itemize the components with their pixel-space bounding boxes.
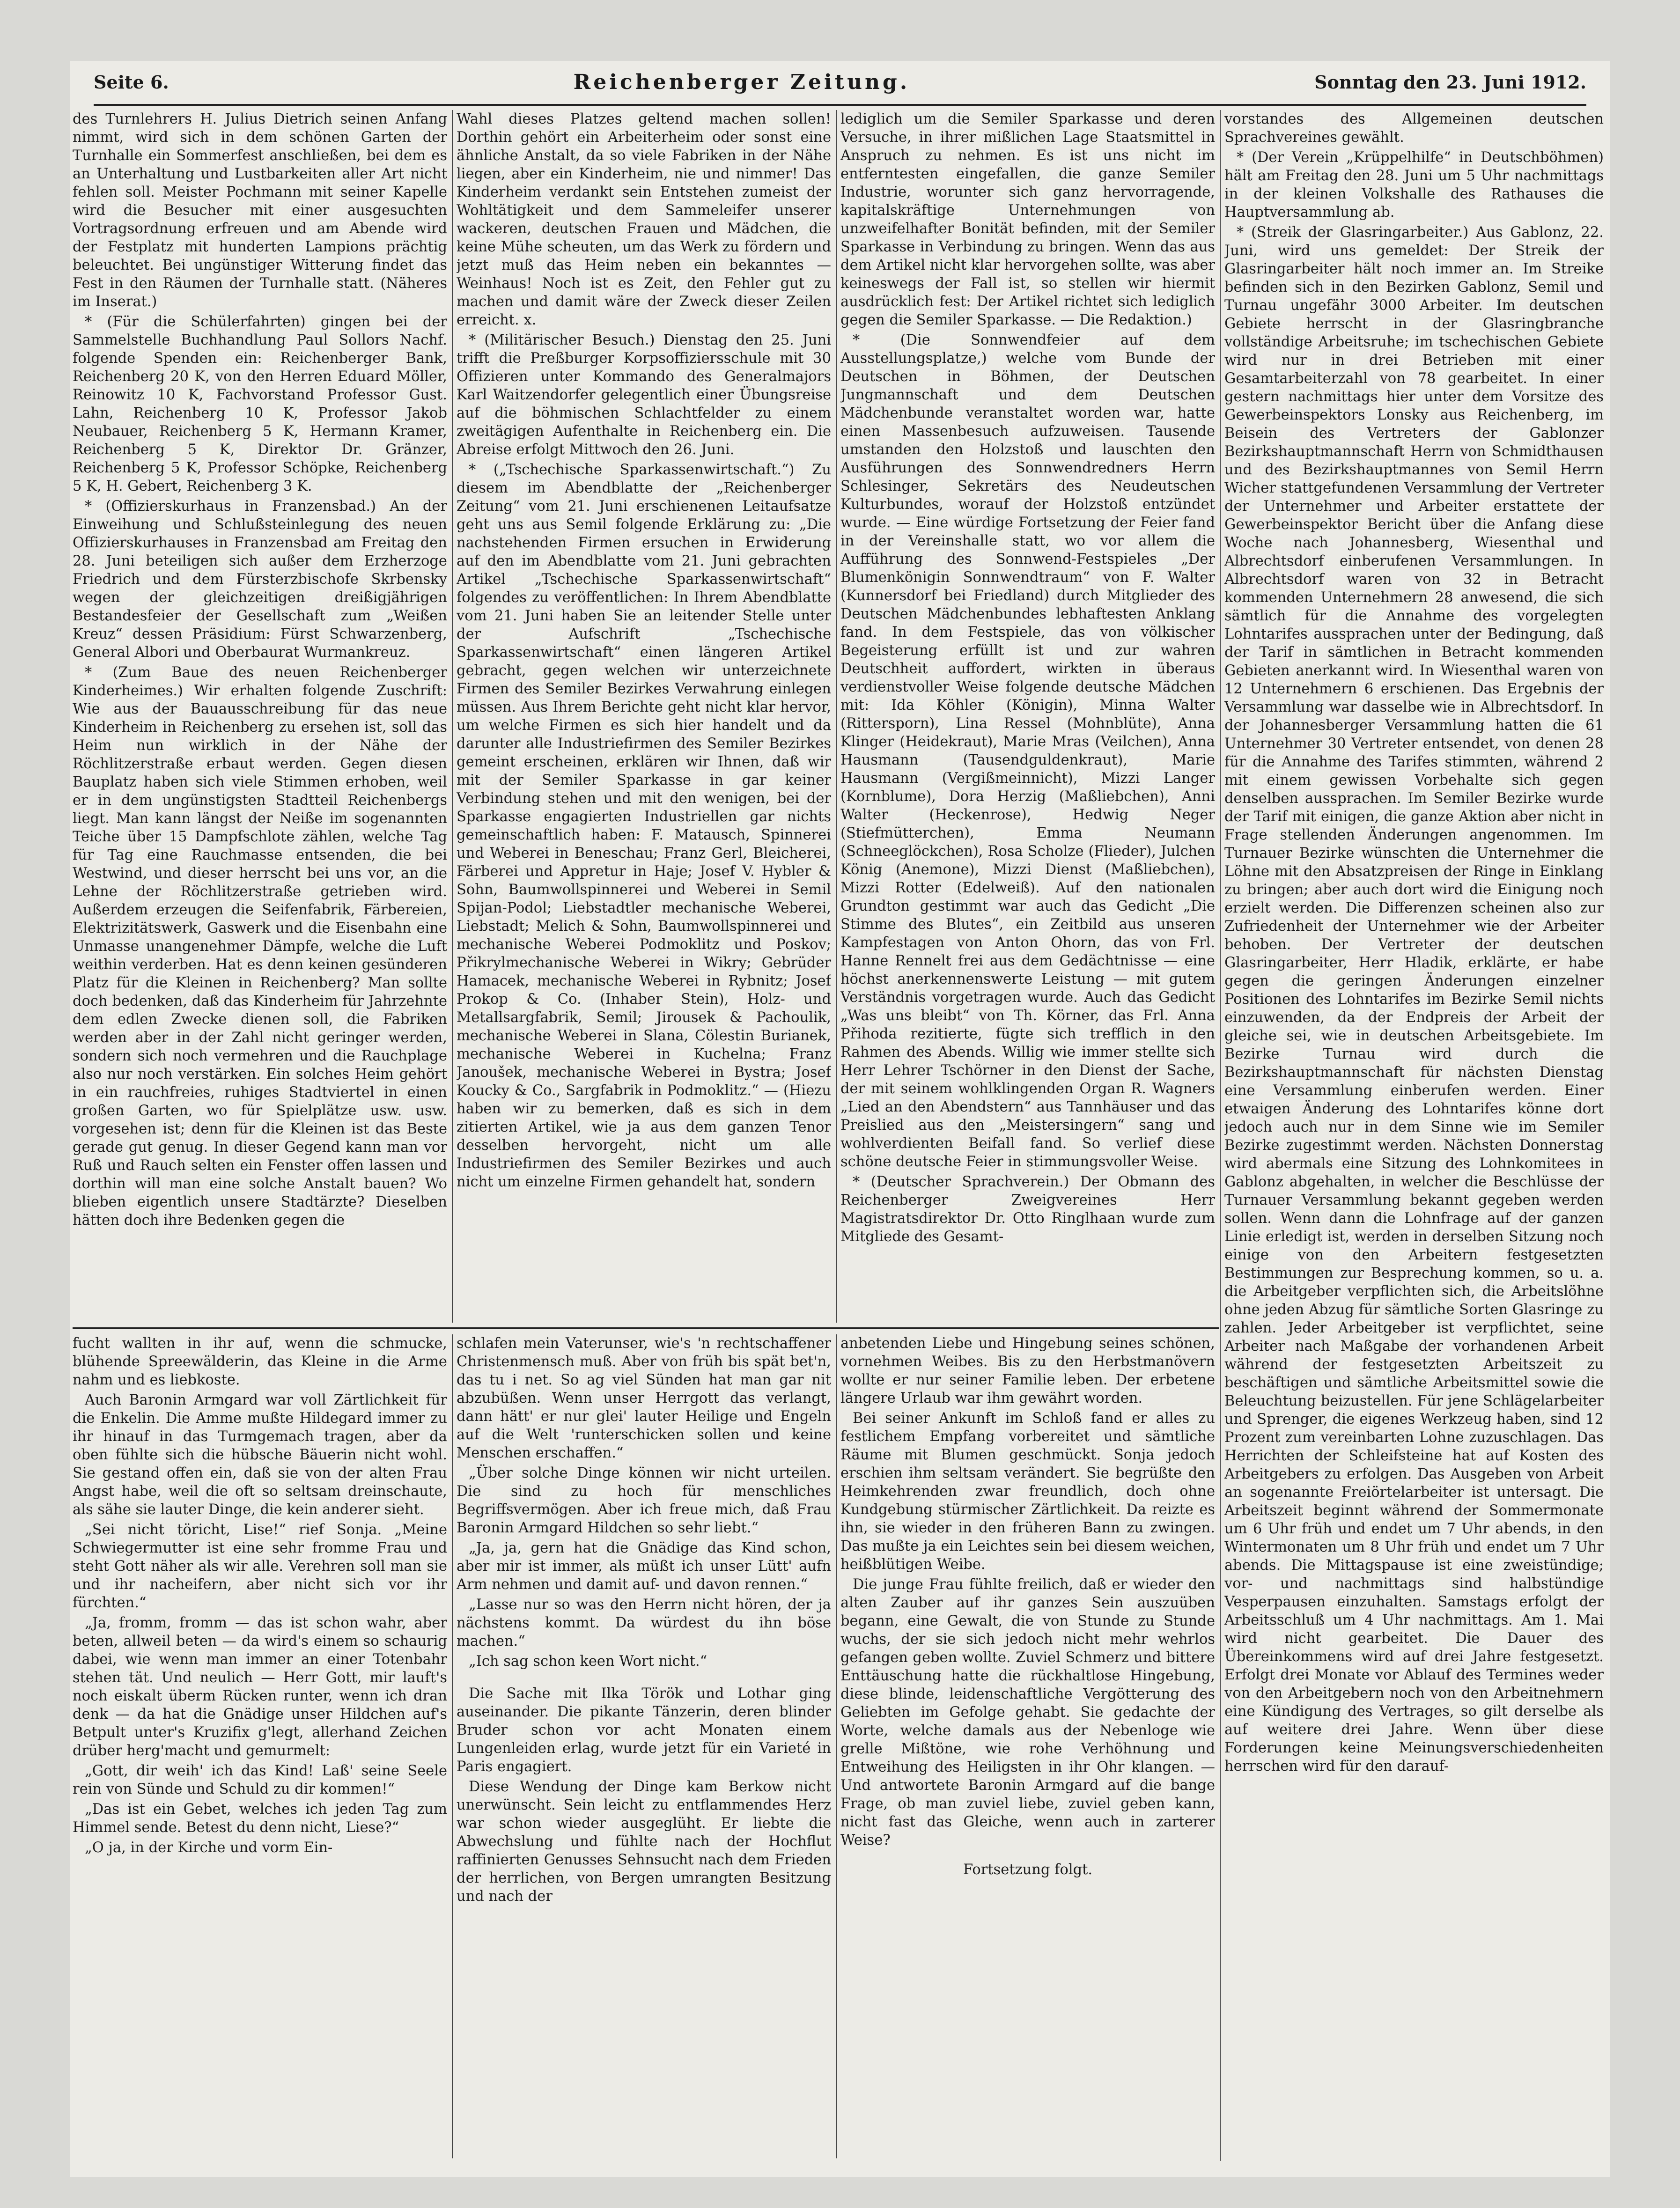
story-paragraph: Die junge Frau fühlte freilich, daß er wieder den alten Zauber auf ihr ganzes Sein auszuüben begann, eine Gewalt, die von Stunde zu Stunde wuchs, der sie sich jedoch nicht mehr wehrlos gefangen geben wollte. Zuviel Schmerz und bittere Enttäuschung hatte die rückhaltlose Hingebung, diese blinde, leidenschaftliche Vergötterung des Geliebten im Gefolge gehabt. Sie gedachte der Worte, welche damals aus der Nebenloge wie grelle Mißtöne, wie rohe Verhöhnung und Entweihung des Heiligsten in ihr Ohr klangen. — Und antwortete Baronin Armgard auf die bange Frage, ob man zuviel liebe, zuviel geben kann, nicht fast das Gleiche, wenn auch in zarterer Weise? (840, 1576, 1215, 1848)
feuilleton-column-2 (457, 1334, 831, 2158)
story-paragraph: fucht wallten in ihr auf, wenn die schmucke, blühende Spreewälderin, das Kleine in die Arme nahm und es liebkoste. (73, 1335, 447, 1388)
column-divider (836, 1334, 837, 2158)
article-turnhalle-fest: des Turnlehrers H. Julius Dietrich seinen Anfang nimmt, wird sich in dem schönen Garten der Turnhalle ein Sommerfest anschließen, bei dem es an Unterhaltung und Lustbarkeiten aller Art nicht fehlen soll. Meister Pochmann mit seiner Kapelle wird die Besucher mit einer ausgesuchten Vortragsordnung erfreuen und am Abende wird der Festplatz mit hunderten Lampions prächtig beleuchtet. Bei ungünstiger Witterung findet das Fest in den Räumen der Turnhalle statt. (Näheres im Inserat.) (73, 111, 447, 310)
article-sprachverein: * (Deutscher Sprachverein.) Der Obmann des Reichenberger Zweigvereines Herr Magistratsdirektor Dr. Otto Ringlhaan wurde zum Mitgliede des Gesamt- (840, 1174, 1215, 1245)
article-offizierskurhaus: * (Offizierskurhaus in Franzensbad.) An der Einweihung und Schlußsteinlegung des neuen Offizierskurhauses in Franzensbad am Freitag den 28. Juni beteiligen sich außer dem Erzherzoge Friedrich und dem Fürsterzbischofe Skrbensky wegen der gleichzeitigen dreißigjährigen Bestandesfeier der Gesellschaft zum „Weißen Kreuz“ dessen Präsidium: Fürst Schwarzenberg, General Albori und Oberbaurat Wurmankreuz. (73, 498, 447, 661)
article-schuelerfahrten: * (Für die Schülerfahrten) gingen bei der Sammelstelle Buchhandlung Paul Sollors Nachf. folgende Spenden ein: Reichenberger Bank, Reichenberg 20 K, von den Herren Eduard Möller, Reinowitz 10 K, Fachvorstand Professor Gust. Lahn, Reichenberg 10 K, Professor Jakob Neubauer, Reichenberg 5 K, Hermann Kramer, Reichenberg 5 K, Direktor Dr. Gränzer, Reichenberg 5 K, Professor Schöpke, Reichenberg 5 K, H. Gebert, Reichenberg 3 K. (73, 314, 447, 494)
story-paragraph: schlafen mein Vaterunser, wie's 'n rechtschaffener Christenmensch muß. Aber von früh bis spät bet'n, das tu i net. So ag viel Sünden hat man gar nit abzubüßen. Wenn unser Herrgott das verlangt, dann hätt' er nur glei' lauter Heilige und Engeln auf die Welt 'runterschicken sollen und keine Menschen erschaffen.“ (457, 1335, 831, 1461)
issue-date: Sonntag den 23. Juni 1912. (1314, 71, 1586, 93)
column-divider (836, 110, 837, 1323)
story-paragraph: Auch Baronin Armgard war voll Zärtlichkeit für die Enkelin. Die Amme mußte Hildegard immer zu ihr hinauf in das Turmgemach tragen, aber da oben fühlte sich die hübsche Bäuerin nicht wohl. Sie gestand offen ein, daß sie von der alten Frau Angst habe, weil die oft so seltsam dreinschaute, als sähe sie lauter Dinge, die kein anderer sieht. (73, 1392, 447, 1518)
column-3 (840, 110, 1215, 1323)
column-divider (1220, 110, 1221, 2161)
article-kinderheim-cont: Wahl dieses Platzes geltend machen sollen! Dorthin gehört ein Arbeiterheim oder sonst eine ähnliche Anstalt, da so viele Fabriken in der Nähe liegen, aber ein Kinderheim, nie und nimmer! Das Kinderheim verdankt sein Entstehen zumeist der Wohltätigkeit und dem Sammeleifer unserer wackeren, deutschen Frauen und Mädchen, die keine Mühe scheuten, um das Werk zu fördern und jetzt muß das Heim neben ein bekanntes — Weinhaus! Noch ist es Zeit, den Fehler gut zu machen und damit wäre der Zweck dieser Zeilen erreicht. x. (457, 111, 831, 328)
column-divider (452, 110, 453, 1323)
story-paragraph: „Lasse nur so was den Herrn nicht hören, der ja nächstens kommt. Da würdest du ihn böse machen.“ (457, 1597, 831, 1649)
feuilleton-rule (73, 1327, 1219, 1329)
story-paragraph: „Über solche Dinge können wir nicht urteilen. Die sind zu hoch für menschliches Begriffsvermögen. Aber ich freue mich, daß Frau Baronin Armgard Hildchen so sehr liebt.“ (457, 1465, 831, 1536)
article-militaerischer-besuch: * (Militärischer Besuch.) Dienstag den 25. Juni trifft die Preßburger Korpsoffiziersschule mit 30 Offizieren unter Kommando des Generalmajors Karl Waitzendorfer gelegentlich einer Übungsreise auf die böhmischen Schlachtfelder zu einem zweitägigen Aufenthalte in Reichenberg ein. Die Abreise erfolgt Mittwoch den 26. Juni. (457, 332, 831, 458)
to-be-continued: Fortsetzung folgt. (963, 1862, 1093, 1878)
column-divider (452, 1334, 453, 2158)
page-header (94, 61, 1586, 103)
feuilleton-column-3 (840, 1334, 1215, 2158)
feuilleton-column-1 (73, 1334, 447, 2158)
page-number: Seite 6. (94, 71, 169, 93)
header-rule (94, 104, 1586, 106)
story-paragraph: anbetenden Liebe und Hingebung seines schönen, vornehmen Weibes. Bis zu den Herbstmanövern wollte er nur seiner Familie leben. Der erbetene längere Urlaub war ihm gewährt worden. (840, 1335, 1215, 1406)
masthead-title: Reichenberger Zeitung. (573, 70, 910, 94)
article-sprachverein-cont: vorstandes des Allgemeinen deutschen Sprachvereines gewählt. (1224, 111, 1604, 146)
article-krueppelhilfe: * (Der Verein „Krüppelhilfe“ in Deutschböhmen) hält am Freitag den 28. Juni um 5 Uhr nachmittags in der kleinen Volkshalle des Rathauses die Hauptversammlung ab. (1224, 149, 1604, 221)
story-paragraph: „Das ist ein Gebet, welches ich jeden Tag zum Himmel sende. Betest du denn nicht, Liese?“ (73, 1801, 447, 1836)
article-sparkassenwirtschaft: * („Tschechische Sparkassenwirtschaft.“) Zu diesem im Abendblatte der „Reichenberger Zeitung“ vom 21. Juni erschienenen Leitaufsatze geht uns aus Semil folgende Erklärung zu: „Die nachstehenden Firmen ersuchen in Erwiderung auf den im Abendblatte vom 21. Juni gebrachten Artikel „Tschechische Sparkassenwirtschaft“ folgendes zu veröffentlichen: In Ihrem Abendblatte vom 21. Juni haben Sie an leitender Stelle unter der Aufschrift „Tschechische Sparkassenwirtschaft“ einen längeren Artikel gebracht, gegen welchen wir unterzeichnete Firmen des Semiler Bezirkes Verwahrung einlegen müssen. Aus Ihrem Berichte geht nicht klar hervor, um welche Firmen es sich hier handelt und da darunter alle Industriefirmen des Semiler Bezirkes gemeint erscheinen, erklären wir Ihnen, daß wir mit der Semiler Sparkasse in gar keiner Verbindung stehen und mit den wenigen, bei der Sparkasse engagierten Industriellen gar nichts gemeinschaftlich haben: F. Matausch, Spinnerei und Weberei in Beneschau; Franz Gerl, Bleicherei, Färberei und Appretur in Haje; Josef V. Hybler & Sohn, Baumwollspinnerei und Weberei in Semil Spijan-Podol; Liebstadtler mechanische Weberei, Liebstadt; Melich & Sohn, Baumwollspinnerei und mechanische Weberei Podmoklitz und Poskov; Přikrylmechanische Weberei in Wikry; Gebrüder Hamacek, mechanische Weberei in Rybnitz; Josef Prokop & Co. (Inhaber Stein), Holz- und Metallsargfabrik, Semil; Jirousek & Pachoulik, mechanische Weberei in Slana, Cölestin Burianek, mechanische Weberei in Kuchelna; Franz Janoušek, mechanische Weberei in Bystra; Josef Koucky & Co., Sargfabrik in Podmoklitz.“ — (Hiezu haben wir zu bemerken, daß es sich in dem zitierten Artikel, wie ja aus dem ganzen Tenor desselben hervorgeht, nicht um alle Industriefirmen des Semiler Bezirkes und auch nicht um einzelne Firmen gehandelt hat, sondern (457, 462, 831, 1190)
column-2 (457, 110, 831, 1323)
newspaper-page (70, 61, 1610, 2177)
story-paragraph: „Ja, ja, gern hat die Gnädige das Kind schon, aber mir ist immer, als müßt ich unser Lütt' aufn Arm nehmen und damit auf- und davon rennen.“ (457, 1540, 831, 1593)
story-paragraph: Diese Wendung der Dinge kam Berkow nicht unerwünscht. Sein leicht zu entflammendes Herz war schon wieder ausgeglüht. Er liebte die Abwechslung und fühlte nach der Hochflut raffinierten Genusses Sehnsucht nach dem Frieden der herrlichen, von Bergen umrangten Besitzung und nach der (457, 1779, 831, 1905)
column-1 (73, 110, 447, 1323)
story-paragraph: Bei seiner Ankunft im Schloß fand er alles zu festlichem Empfang vorbereitet und sämtliche Räume mit Blumen geschmückt. Sonja jedoch erschien ihm seltsam verändert. Sie begrüßte den Heimkehrenden zwar freundlich, doch ohne Kundgebung stürmischer Zärtlichkeit. Da reizte es ihn, sie wieder in den früheren Bann zu zwingen. Das mußte ja ein Leichtes sein bei diesem weichen, heißblütigen Weibe. (840, 1410, 1215, 1573)
story-paragraph: Die Sache mit Ilka Török und Lothar ging auseinander. Die pikante Tänzerin, deren blinder Bruder schon vor acht Monaten einem Lungenleiden erlag, wurde jetzt für ein Varieté in Paris engagiert. (457, 1685, 831, 1775)
article-sparkasse-cont: lediglich um die Semiler Sparkasse und deren Versuche, in ihrer mißlichen Lage Staatsmittel in Anspruch zu nehmen. Es ist uns nicht im entferntesten eingefallen, die ganze Semiler Industrie, worunter sich ganz hervorragende, kapitalskräftige Unternehmungen von unzweifelhafter Bonität befinden, mit der Semiler Sparkasse in Verbindung zu bringen. Wenn das aus dem Artikel nicht klar hervorgehen sollte, was aber keineswegs der Fall ist, so stellen wir hiermit ausdrücklich fest: Der Artikel richtet sich lediglich gegen die Semiler Sparkasse. — Die Redaktion.) (840, 111, 1215, 328)
story-paragraph: „Sei nicht töricht, Lise!“ rief Sonja. „Meine Schwiegermutter ist eine sehr fromme Frau und steht Gott näher als wir alle. Verehren soll man sie und ihr nacheifern, aber nicht sich vor ihr fürchten.“ (73, 1522, 447, 1611)
story-paragraph: „O ja, in der Kirche und vorm Ein- (85, 1840, 333, 1856)
story-paragraph: „Ich sag schon keen Wort nicht.“ (469, 1653, 707, 1670)
article-kinderheim: * (Zum Baue des neuen Reichenberger Kinderheimes.) Wir erhalten folgende Zuschrift: Wie aus der Bauausschreibung für das neue Kinderheim in Reichenberg zu ersehen ist, soll das Heim nun wirklich in der Nähe der Röchlitzerstraße erbaut werden. Gegen diesen Bauplatz haben sich viele Stimmen erhoben, weil er in dem ungünstigsten Stadtteil Reichenbergs liegt. Man kann längst der Neiße im sogenannten Teiche über 15 Dampfschlote zählen, welche Tag für Tag eine Rauchmasse entsenden, die bei Westwind, und dieser herrscht bei uns vor, an die Lehne der Röchlitzerstraße getrieben wird. Außerdem erzeugen die Seifenfabrik, Färbereien, Elektrizitätswerk, Gaswerk und die Eisenbahn eine Unmasse unangenehmer Dämpfe, welche die Luft weithin verderben. Hat es denn keinen gesünderen Platz für die Kleinen in Reichenberg? Man sollte doch bedenken, daß das Kinderheim für Jahrzehnte dem edlen Zwecke dienen soll, die Fabriken werden aber in der Zahl nicht geringer werden, sondern sich noch vermehren und die Rauchplage also nur noch verstärken. Ein solches Heim gehört in ein rauchfreies, ruhiges Stadtviertel in einen großen Garten, wo für Spielplätze usw. usw. vorgesehen ist; denn für die Kleinen ist das Beste gerade gut genug. In dieser Gegend kann man vor Ruß und Rauch selten ein Fenster offen lassen und dorthin will man eine solche Anstalt bauen? Wo blieben eigentlich unsere Stadtärzte? Dieselben hätten doch ihre Bedenken gegen die (73, 664, 447, 1229)
article-glasringarbeiter-streik: * (Streik der Glasringarbeiter.) Aus Gablonz, 22. Juni, wird uns gemeldet: Der Streik der Glasringarbeiter hält noch immer an. Im Streike befinden sich in den Bezirken Gablonz, Semil und Turnau ungefähr 3000 Arbeiter. Im deutschen Gebiete herrscht in der Glasringbranche vollständige Arbeitsruhe; im tschechischen Gebiete wird nur in drei Betrieben mit einer Gesamtarbeiterzahl von 78 gearbeitet. In einer gestern nachmittags hier unter dem Vorsitze des Gewerbeinspektors Lonsky aus Reichenberg, im Beisein des Vertreters der Gablonzer Bezirkshauptmannschaft Herrn von Schmidthausen und des Bezirkshauptmannes von Semil Herrn Wicher stattgefundenen Versammlung der Vertreter der Unternehmer und Arbeiter erstattete der Gewerbeinspektor Bericht über die Anfang diese Woche nach Johannesberg, Wiesenthal und Albrechtsdorf einberufenen Versammlungen. In Albrechtsdorf waren von 32 in Betracht kommenden Unternehmern 28 anwesend, die sich sämtlich für die Annahme des vorgelegten Lohntarifes aussprachen unter der Bedingung, daß der Tarif in sämtlichen in Betracht kommenden Gebieten anerkannt wird. In Wiesenthal waren von 12 Unternehmern 6 erschienen. Das Ergebnis der Versammlung war dasselbe wie in Albrechtsdorf. In der Johannesberger Versammlung hatten die 61 Unternehmer 30 Vertreter entsendet, von denen 28 für die Annahme des Tarifes stimmten, während 2 mit einem gewissen Vorbehalte sich gegen denselben aussprachen. Im Semiler Bezirke wurde der Tarif mit einigen, die ganze Aktion aber nicht in Frage stellenden Änderungen angenommen. Im Turnauer Bezirke wünschten die Unternehmer die Löhne mit den Absatzpreisen der Ringe in Einklang zu bringen; aber auch dort wird die Einigung noch erzielt werden. Die Differenzen scheinen also zur Zufriedenheit der Unternehmer wie der Arbeiter behoben. Der Vertreter der deutschen Glasringarbeiter, Herr Hladik, erklärte, er habe gegen die geringen Änderungen einzelner Positionen des Lohntarifes im Bezirke Semil nichts einzuwenden, da der Endpreis der Arbeit der gleiche sei, wie in deutschen Arbeitsgebiete. Im Bezirke Turnau wird durch die Bezirkshauptmannschaft für nächsten Dienstag eine Versammlung einberufen werden. Einer etwaigen Änderung des Lohntarifes könne dort jedoch auch nur in dem Sinne wie im Semiler Bezirke zugestimmt werden. Nächsten Donnerstag wird abermals eine Sitzung des Lohnkomitees in Gablonz abgehalten, in welcher die Beschlüsse der Turnauer Versammlung bekannt gegeben werden sollen. Wenn dann die Lohnfrage auf der ganzen Linie erledigt ist, werden in derselben Sitzung noch einige von den Arbeitern festgesetzten Bestimmungen zur Besprechung kommen, so u. a. die Arbeitgeber verpflichten sich, die Arbeitslöhne ohne jeden Abzug für sämtliche Sorten Glasringe zu zahlen. Jeder Arbeitgeber ist verpflichtet, seine Arbeiter nach Maßgabe der vorhandenen Arbeit während der festgesetzten Arbeitszeit zu beschäftigen und sämtliche Arbeitsmittel sowie die Beleuchtung beizustellen. Für jene Schlägelarbeiter und Sprenger, die eigenes Werkzeug haben, sind 12 Prozent zum vereinbarten Lohne zuzuschlagen. Das Herrichten der Schleifsteine hat auf Kosten des Arbeitgebers zu erfolgen. Das Ausgeben von Arbeit an sogenannte Freiörtelarbeiter ist untersagt. Die Arbeitszeit beginnt während der Sommermonate um 6 Uhr früh und endet um 7 Uhr abends, in den Wintermonaten um 8 Uhr früh und endet um 7 Uhr abends. Die Mittagspause ist eine zweistündige; vor- und nachmittags sind halbstündige Vesperpausen einzuhalten. Samstags erfolgt der Arbeitsschluß um 4 Uhr nachmittags. Am 1. Mai wird nicht gearbeitet. Die Dauer des Übereinkommens wird auf drei Jahre festgesetzt. Erfolgt drei Monate vor Ablauf des Termines weder von den Arbeitgebern noch von den Arbeitnehmern eine Kündigung des Vertrages, so gilt derselbe als auf weitere drei Jahre. Wenn über diese Forderungen keine Meinungsverschiedenheiten herrschen wird für den darauf- (1224, 224, 1604, 1774)
column-4 (1224, 110, 1604, 2161)
article-sonnwendfeier: * (Die Sonnwendfeier auf dem Ausstellungsplatze,) welche vom Bunde der Deutschen in Böhmen, der Deutschen Jungmannschaft und dem Deutschen Mädchenbunde veranstaltet worden war, hatte einen Massenbesuch aufzuweisen. Tausende umstanden den Holzstoß und lauschten den Ausführungen des Sonnwendredners Herrn Schlesinger, Sekretärs des Neudeutschen Kulturbundes, worauf der Holzstoß entzündet wurde. — Eine würdige Fortsetzung der Feier fand in der Vereinshalle statt, wo vor allem die Aufführung des Sonnwend-Festspieles „Der Blumenkönigin Sonnwendtraum“ von F. Walter (Kunnersdorf bei Friedland) durch Mitglieder des Deutschen Mädchenbundes lebhaftesten Anklang fand. In dem Festspiele, das von völkischer Begeisterung erfüllt ist und zur wahren Deutschheit auffordert, wirkten in überaus verdienstvoller Weise folgende deutsche Mädchen mit: Ida Köhler (Königin), Minna Walter (Rittersporn), Lina Ressel (Mohnblüte), Anna Klinger (Heidekraut), Marie Mras (Veilchen), Anna Hausmann (Tausendguldenkraut), Marie Hausmann (Vergißmeinnicht), Mizzi Langer (Kornblume), Dora Herzig (Maßliebchen), Anni Walter (Heckenrose), Hedwig Neger (Stiefmütterchen), Emma Neumann (Schneeglöckchen), Rosa Scholze (Flieder), Julchen König (Anemone), Mizzi Dienst (Maßliebchen), Mizzi Rotter (Edelweiß). Auf den nationalen Grundton gestimmt war auch das Gedicht „Die Stimme des Blutes“, ein Zeitbild aus unseren Kampfestagen von Anton Ohorn, das von Frl. Hanne Rennelt frei aus dem Gedächtnisse — eine höchst anerkennenswerte Leistung — mit gutem Verständnis vorgetragen wurde. Auch das Gedicht „Was uns bleibt“ von Th. Körner, das Frl. Anna Přihoda rezitierte, fügte sich trefflich in den Rahmen des Abends. Willig wie immer stellte sich Herr Lehrer Tschörner in den Dienst der Sache, der mit seinem wohlklingenden Organ R. Wagners „Lied an den Abendstern“ aus Tannhäuser und das Preislied aus den „Meistersingern“ sang und wohlverdienten Beifall fand. So verlief diese schöne deutsche Feier in stimmungsvoller Weise. (840, 332, 1215, 1170)
story-paragraph: „Gott, dir weih' ich das Kind! Laß' seine Seele rein von Sünde und Schuld zu dir kommen!“ (73, 1763, 447, 1797)
story-paragraph: „Ja, fromm, fromm — das ist schon wahr, aber beten, allweil beten — da wird's einem so schaurig dabei, wie wenn man immer an einer Totenbahr stehen tät. Und neulich — Herr Gott, mir lauft's noch eiskalt überm Rücken runter, wenn ich dran denk — da hat die Gnädige unser Hildchen auf's Betpult unter's Kruzifix g'legt, allerhand Zeichen drüber herg'macht und gemurmelt: (73, 1615, 447, 1759)
